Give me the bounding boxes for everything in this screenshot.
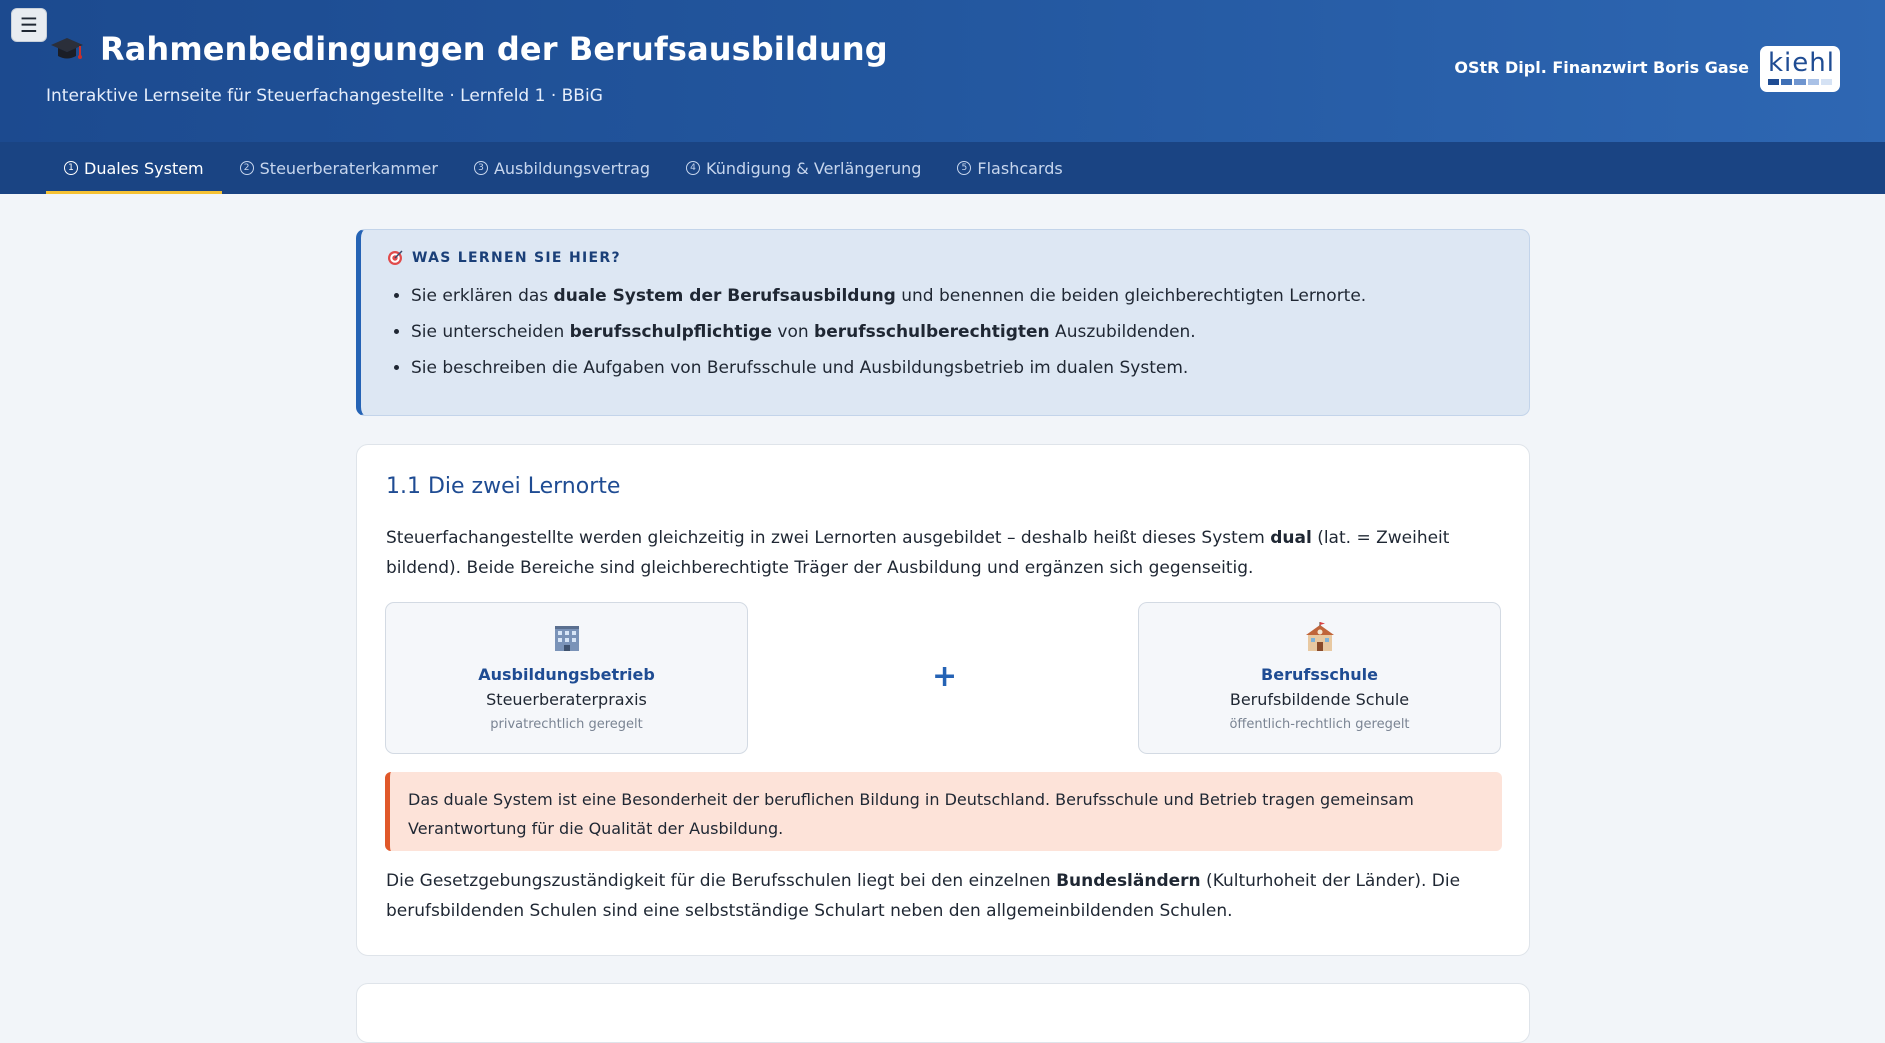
page-title: Rahmenbedingungen der Berufsausbildung <box>100 30 888 68</box>
logo-text: kiehl <box>1768 48 1835 78</box>
menu-toggle-button[interactable] <box>11 8 47 42</box>
lernort-ausbildungsbetrieb <box>385 602 748 754</box>
highlight-callout: Das duale System ist eine Besonderheit der beruflichen Bildung in Deutschland. Berufsschule und Betrieb tragen gemeinsam Verantwortung für die Qualität der Ausbildung. <box>385 772 1502 851</box>
logo-bars <box>1768 79 1832 85</box>
tab-flashcards[interactable] <box>939 142 1080 194</box>
page-subtitle: Interaktive Lernseite für Steuerfachangestellte · Lernfeld 1 · BBiG <box>46 86 603 106</box>
learning-goals-box <box>356 229 1530 416</box>
learning-goals-title: WAS LERNEN SIE HIER? <box>412 250 621 266</box>
tab-ausbildungsvertrag[interactable] <box>456 142 668 194</box>
learning-goals-heading <box>387 250 1503 266</box>
tab-duales-system[interactable] <box>46 142 222 194</box>
kiehl-logo <box>1760 46 1840 92</box>
learning-goals-list <box>387 286 1503 378</box>
lernort-subtitle: Steuerberaterpraxis <box>486 690 647 709</box>
tab-label: Duales System <box>84 158 204 178</box>
author-name: OStR Dipl. Finanzwirt Boris Gase <box>1454 58 1749 77</box>
tab-number-icon: 3 <box>474 161 488 175</box>
plus-sign: + <box>932 659 958 694</box>
lernort-name: Berufsschule <box>1261 665 1378 684</box>
lernort-subtitle: Berufsbildende Schule <box>1229 690 1410 709</box>
tab-number-icon: 1 <box>64 161 78 175</box>
title-row <box>50 30 888 68</box>
tab-bar <box>0 142 1885 194</box>
office-building-icon <box>551 621 583 653</box>
list-item: • Sie unterscheiden berufsschulpflichtige von berufsschulberechtigten Auszubildenden. <box>411 322 1503 342</box>
list-item: • Sie beschreiben die Aufgaben von Berufsschule und Ausbildungsbetrieb im dualen System. <box>411 358 1503 378</box>
closing-paragraph: Die Gesetzgebungszuständigkeit für die Berufsschulen liegt bei den einzelnen Bundesländern (Kulturhoheit der Länder). Die berufsbildenden Schulen sind eine selbstständige Schulart neben den allgemeinbildenden Schulen. <box>386 871 1461 921</box>
intro-paragraph: Steuerfachangestellte werden gleichzeitig in zwei Lernorten ausgebildet – deshalb heißt dieses System dual (lat. = Zweiheit bildend). Beide Bereiche sind gleichberechtigte Träger der Ausbildung und ergänzen sich gegenseitig. <box>386 528 1450 578</box>
target-icon <box>387 250 403 266</box>
tab-label: Kündigung & Verlängerung <box>706 158 922 178</box>
tab-label: Steuerberaterkammer <box>259 158 438 178</box>
tab-number-icon: 2 <box>240 161 254 175</box>
lernort-berufsschule <box>1138 602 1501 754</box>
tab-label: Ausbildungsvertrag <box>493 158 651 178</box>
tab-kuendigung-verlaengerung[interactable] <box>668 142 939 194</box>
lernort-name: Ausbildungsbetrieb <box>478 665 655 684</box>
header <box>0 0 1885 142</box>
menu-icon: ☰ <box>20 13 38 37</box>
graduation-cap-icon <box>50 32 84 66</box>
school-icon <box>1304 621 1336 653</box>
next-section-card <box>356 983 1530 1043</box>
lernort-note: privatrechtlich geregelt <box>490 717 643 732</box>
section-card-lernorte <box>356 444 1530 956</box>
tab-number-icon: 5 <box>957 161 971 175</box>
list-item: • Sie erklären das duale System der Berufsausbildung und benennen die beiden gleichberechtigten Lernorte. <box>411 286 1503 306</box>
section-title: 1.1 Die zwei Lernorte <box>386 474 621 499</box>
tab-number-icon: 4 <box>686 161 700 175</box>
lernort-note: öffentlich-rechtlich geregelt <box>1229 717 1410 732</box>
tab-label: Flashcards <box>977 158 1063 178</box>
tab-steuerberaterkammer[interactable] <box>222 142 456 194</box>
